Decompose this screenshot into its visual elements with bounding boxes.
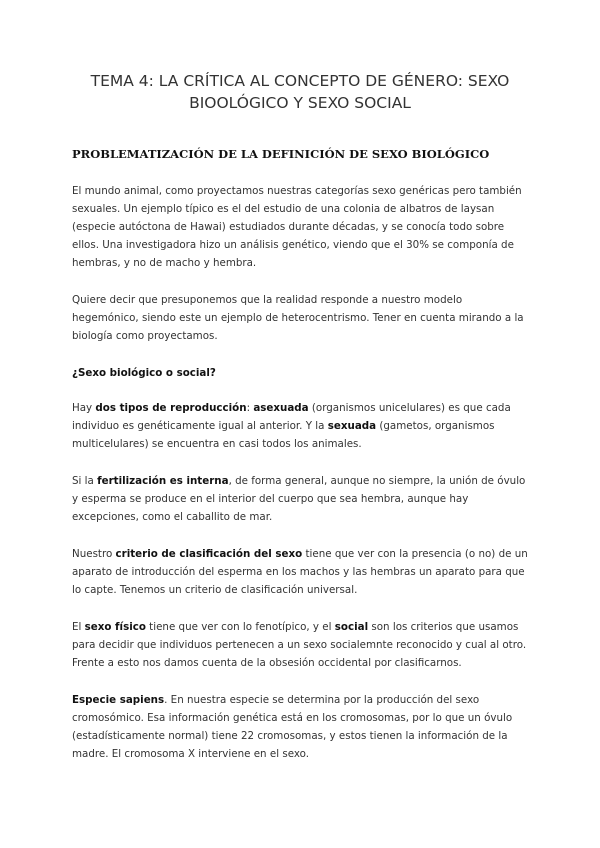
bold-term: criterio de clasificación del sexo (115, 548, 303, 560)
text-run: El (72, 621, 85, 633)
title-line-1: TEMA 4: LA CRÍTICA AL CONCEPTO DE GÉNERO: SEXO (90, 72, 510, 90)
paragraph-fertilizacion (72, 472, 528, 526)
text-run: (gametos, organismos multicelulares) se encuentra en casi todos los animales. (72, 420, 495, 450)
text-run: , de forma general, aunque no siempre, la unión de óvulo y esperma se produce en el interior del cuerpo que sea hembra, aunque hay excepciones, como el caballito de mar. (72, 475, 526, 523)
text-run: : (246, 402, 254, 414)
paragraph-sexo-fisico-social (72, 618, 528, 672)
text-run: Nuestro (72, 548, 116, 560)
paragraph-especie-sapiens (72, 691, 528, 763)
text-run: son los criterios que usamos para decidir que individuos pertenecen a un sexo socialemnte reconocido y cual al otro. Frente a esto nos damos cuenta de la obsesión occidental por clasificarnos. (72, 621, 527, 669)
bold-term: social (334, 621, 369, 633)
title-line-2: BIOOLÓGICO Y SEXO SOCIAL (189, 94, 411, 112)
paragraph-heterocentrismo: Quiere decir que presuponemos que la realidad responde a nuestro modelo hegemónico, siendo este un ejemplo de heterocentrismo. Tener en cuenta mirando a la biología como proyectamos. (72, 294, 524, 342)
page-title (72, 0, 528, 114)
bold-term: sexo físico (84, 621, 146, 633)
section-heading: PROBLEMATIZACIÓN DE LA DEFINICIÓN DE SEXO BIOLÓGICO (72, 147, 490, 161)
document-body (72, 182, 528, 763)
text-run: Hay (72, 402, 96, 414)
text-run: Si la (72, 475, 98, 487)
bold-term: asexuada (253, 402, 309, 414)
bold-term: Especie sapiens (72, 694, 165, 706)
bold-term: sexuada (327, 420, 377, 432)
bold-term: dos tipos de reproducción (95, 402, 247, 414)
bold-term: fertilización es interna (97, 475, 229, 487)
text-run: tiene que ver con la presencia (o no) de un aparato de introducción del esperma en los machos y las hembras un aparato para que lo capte. Tenemos un criterio de clasificación universal. (72, 548, 528, 596)
paragraph-albatros: El mundo animal, como proyectamos nuestras categorías sexo genéricas pero también sexuales. Un ejemplo típico es el del estudio de una colonia de albatros de laysan (especie autóctona de Hawai) estudiados durante décadas, y se conocía todo sobre ellos. Una investigadora hizo un análisis genético, viendo que el 30% se componía de hembras, y no de macho y hembra. (72, 185, 522, 269)
text-run: tiene que ver con lo fenotípico, y el (145, 621, 335, 633)
text-run: . En nuestra especie se determina por la producción del sexo cromosómico. Esa información genética está en los cromosomas, por lo que un óvulo (estadísticamente normal) tiene 22 cromosomas, y estos tienen la información de la madre. El cromosoma X interviene en el sexo. (72, 694, 513, 760)
paragraph-criterio-clasificacion (72, 545, 528, 599)
paragraph-tipos-reproduccion (72, 399, 528, 453)
text-run: (organismos unicelulares) es que cada individuo es genéticamente igual al anterior. Y la (72, 402, 511, 432)
subheading-sexo-biologico-o-social: ¿Sexo biológico o social? (72, 367, 216, 379)
